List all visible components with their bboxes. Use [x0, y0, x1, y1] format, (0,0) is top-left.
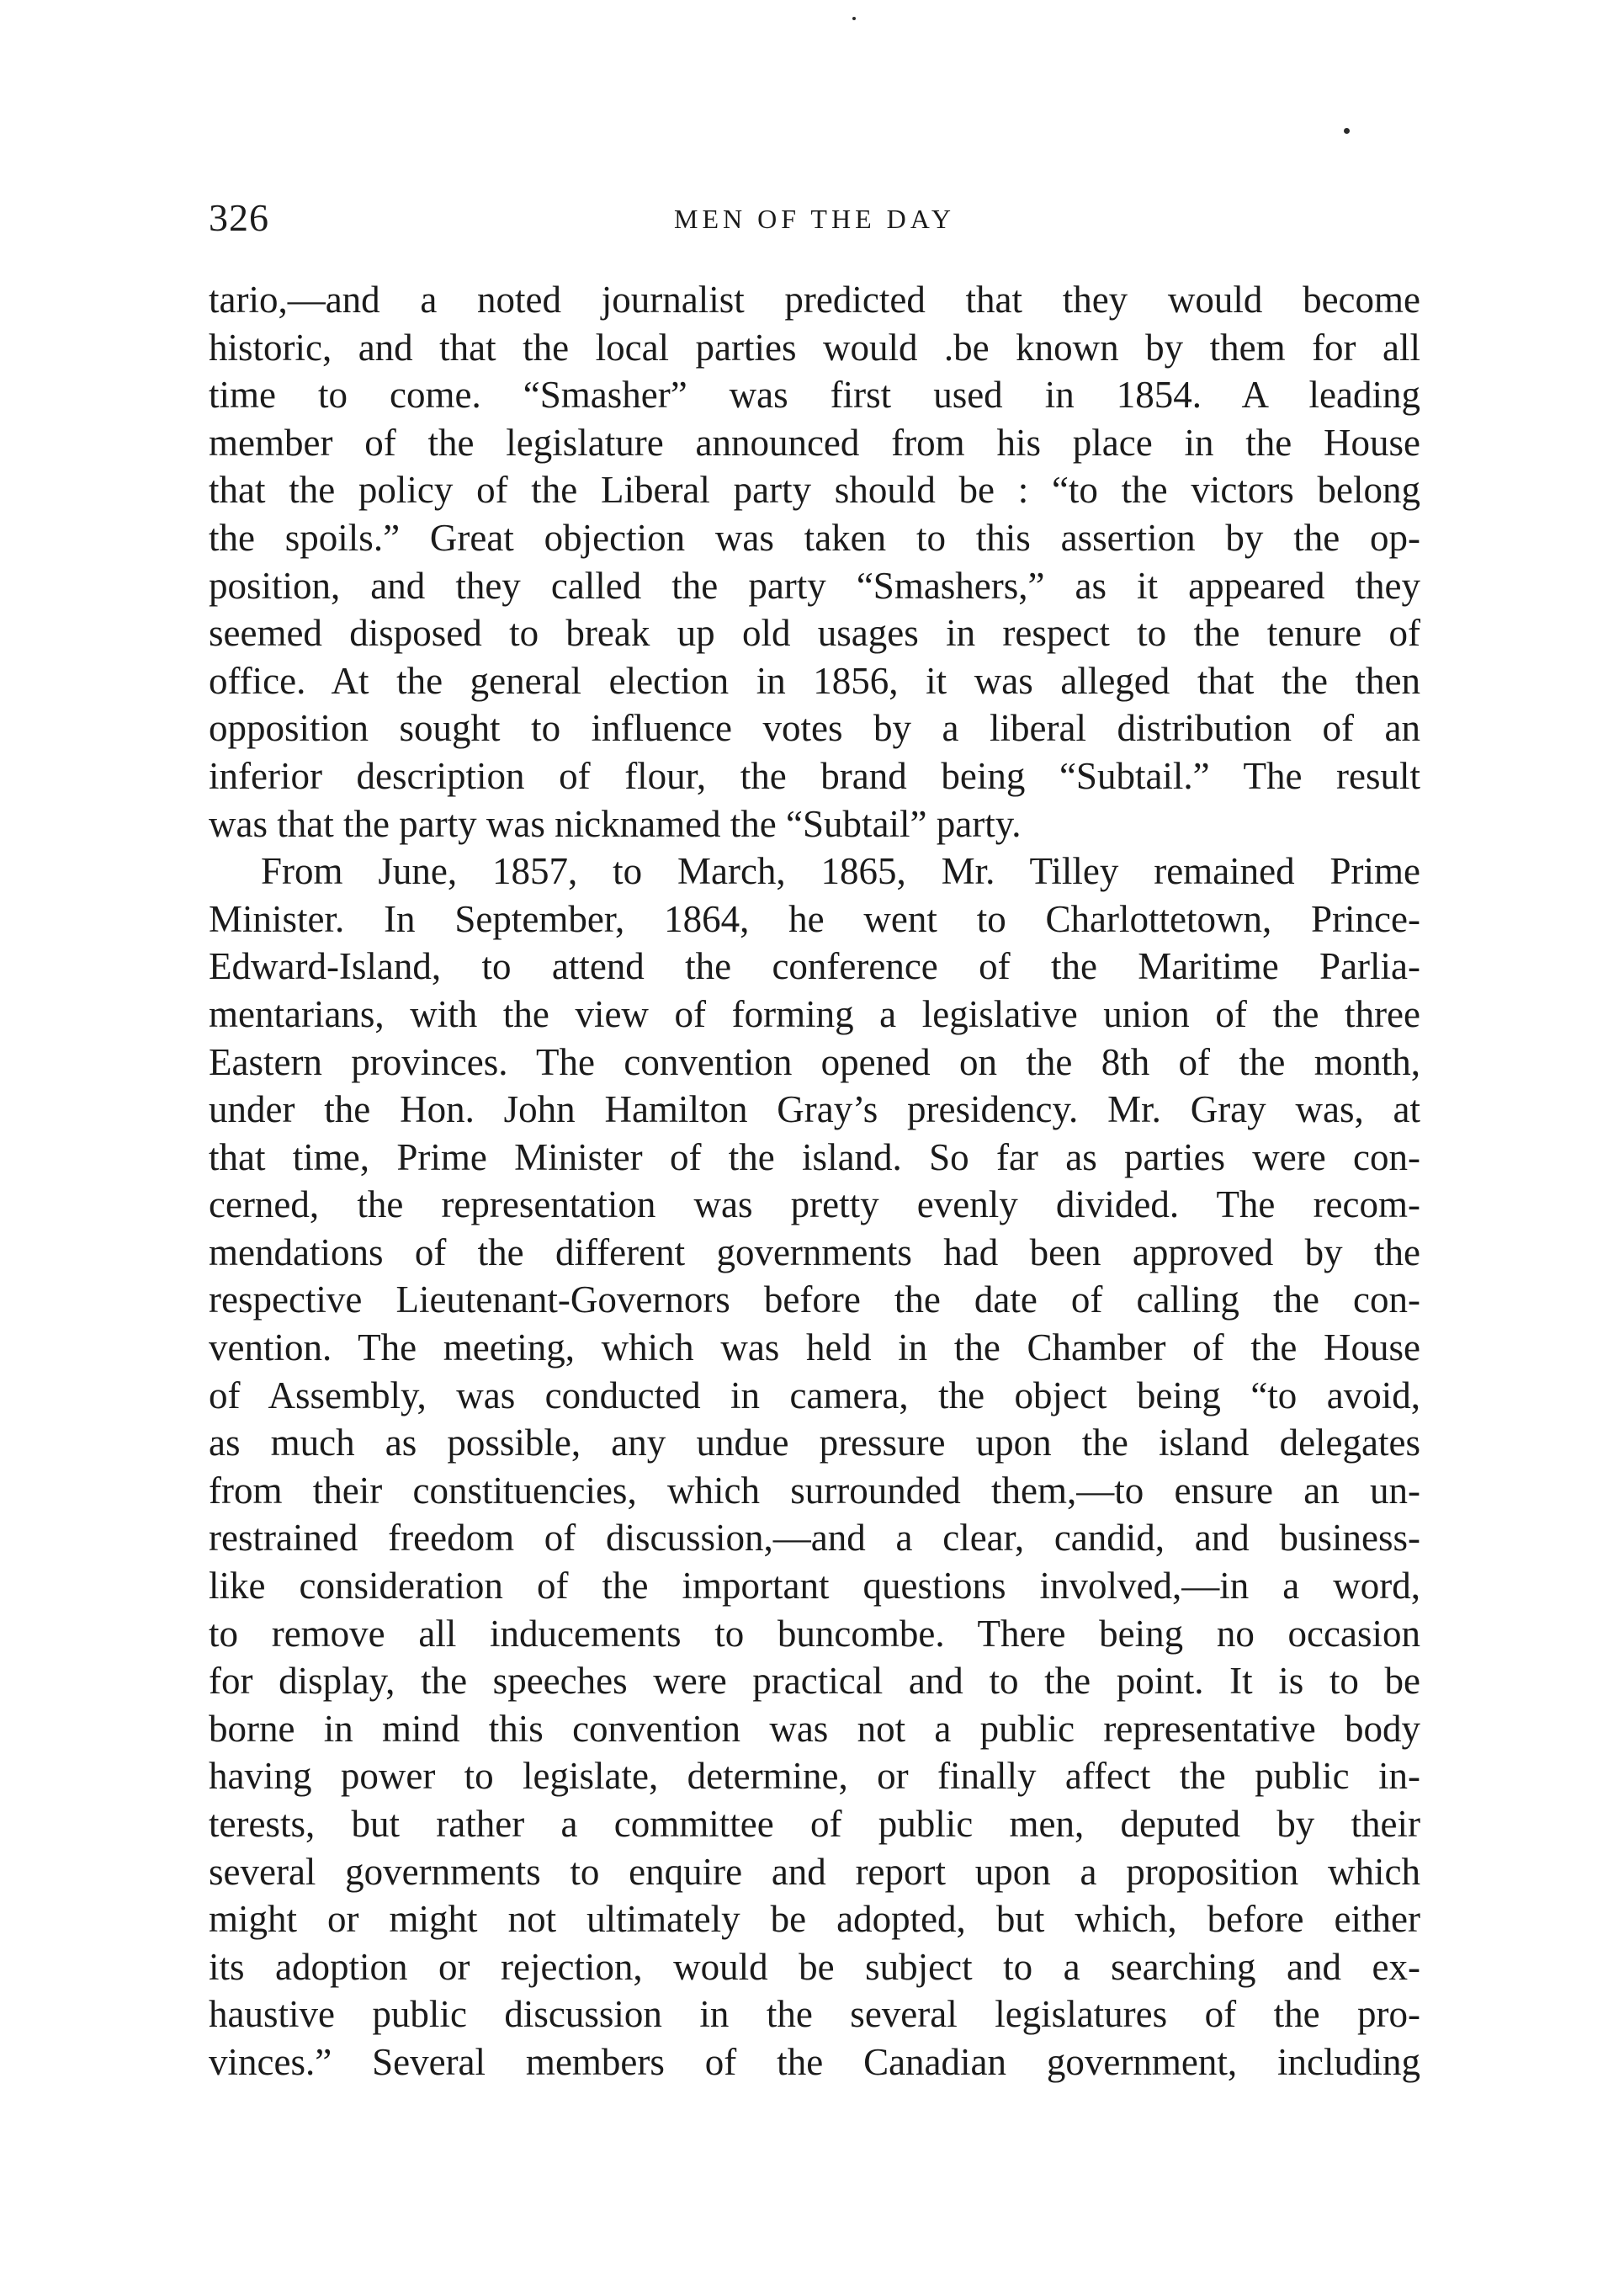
text-line: restrained freedom of discussion,—and a clear, candid, and business- — [209, 1517, 1420, 1560]
scan-speck — [1344, 128, 1350, 134]
text-line: member of the legislature announced from his place in the House — [209, 421, 1420, 464]
text-line: tario,—and a noted journalist predicted that they would become — [209, 279, 1420, 321]
page-header — [209, 195, 1420, 246]
text-line: its adoption or rejection, would be subject to a searching and ex- — [209, 1945, 1420, 1988]
text-line: that time, Prime Minister of the island. So far as parties were con- — [209, 1135, 1420, 1178]
text-line: time to come. “Smasher” was first used in 1854. A leading — [209, 374, 1420, 417]
text-line: of Assembly, was conducted in camera, the object being “to avoid, — [209, 1374, 1420, 1416]
text-line: that the policy of the Liberal party should be : “to the victors belong — [209, 469, 1420, 512]
text-line: several governments to enquire and report upon a proposition which — [209, 1850, 1420, 1893]
text-line: cerned, the representation was pretty evenly divided. The recom- — [209, 1183, 1420, 1226]
text-line: was that the party was nicknamed the “Subtail” party. — [209, 802, 1022, 845]
scan-speck — [852, 17, 856, 20]
text-line: might or might not ultimately be adopted, but which, before either — [209, 1898, 1420, 1941]
text-line: mentarians, with the view of forming a legislative union of the three — [209, 992, 1420, 1035]
text-line: the spoils.” Great objection was taken to this assertion by the op- — [209, 516, 1420, 559]
text-line: for display, the speeches were practical and to the point. It is to be — [209, 1660, 1420, 1703]
page-number: 326 — [209, 196, 269, 239]
text-line: under the Hon. John Hamilton Gray’s presidency. Mr. Gray was, at — [209, 1088, 1420, 1131]
text-line: position, and they called the party “Smashers,” as it appeared they — [209, 564, 1420, 607]
text-line: to remove all inducements to buncombe. There being no occasion — [209, 1612, 1420, 1655]
text-line: Minister. In September, 1864, he went to Charlottetown, Prince- — [209, 897, 1420, 940]
text-line: borne in mind this convention was not a public representative body — [209, 1707, 1420, 1750]
text-line: having power to legislate, determine, or finally affect the public in- — [209, 1755, 1420, 1798]
text-line: like consideration of the important questions involved,—in a word, — [209, 1565, 1420, 1608]
text-line: seemed disposed to break up old usages in respect to the tenure of — [209, 612, 1420, 655]
body-text — [209, 276, 1420, 2086]
text-line: terests, but rather a committee of public men, deputed by their — [209, 1803, 1420, 1845]
text-line: from their constituencies, which surrounded them,—to ensure an un- — [209, 1469, 1420, 1512]
running-head: MEN OF THE DAY — [673, 204, 956, 234]
text-line: historic, and that the local parties would .be known by them for all — [209, 326, 1420, 369]
text-line: Edward-Island, to attend the conference of the Maritime Parlia- — [209, 945, 1420, 988]
text-line: haustive public discussion in the several legislatures of the pro- — [209, 1993, 1420, 2036]
text-line: opposition sought to influence votes by a liberal distribution of an — [209, 707, 1420, 750]
text-line: Eastern provinces. The convention opened on the 8th of the month, — [209, 1040, 1420, 1083]
text-line: respective Lieutenant-Governors before the date of calling the con- — [209, 1278, 1420, 1321]
text-line: vinces.” Several members of the Canadian government, including — [209, 2040, 1420, 2083]
text-line: inferior description of flour, the brand being “Subtail.” The result — [209, 754, 1420, 797]
text-line: From June, 1857, to March, 1865, Mr. Tilley remained Prime — [261, 850, 1420, 893]
text-line: vention. The meeting, which was held in the Chamber of the House — [209, 1326, 1420, 1369]
text-line: office. At the general election in 1856, it was alleged that the then — [209, 659, 1420, 702]
text-line: as much as possible, any undue pressure upon the island delegates — [209, 1422, 1420, 1464]
text-line: mendations of the different governments had been approved by the — [209, 1230, 1420, 1273]
